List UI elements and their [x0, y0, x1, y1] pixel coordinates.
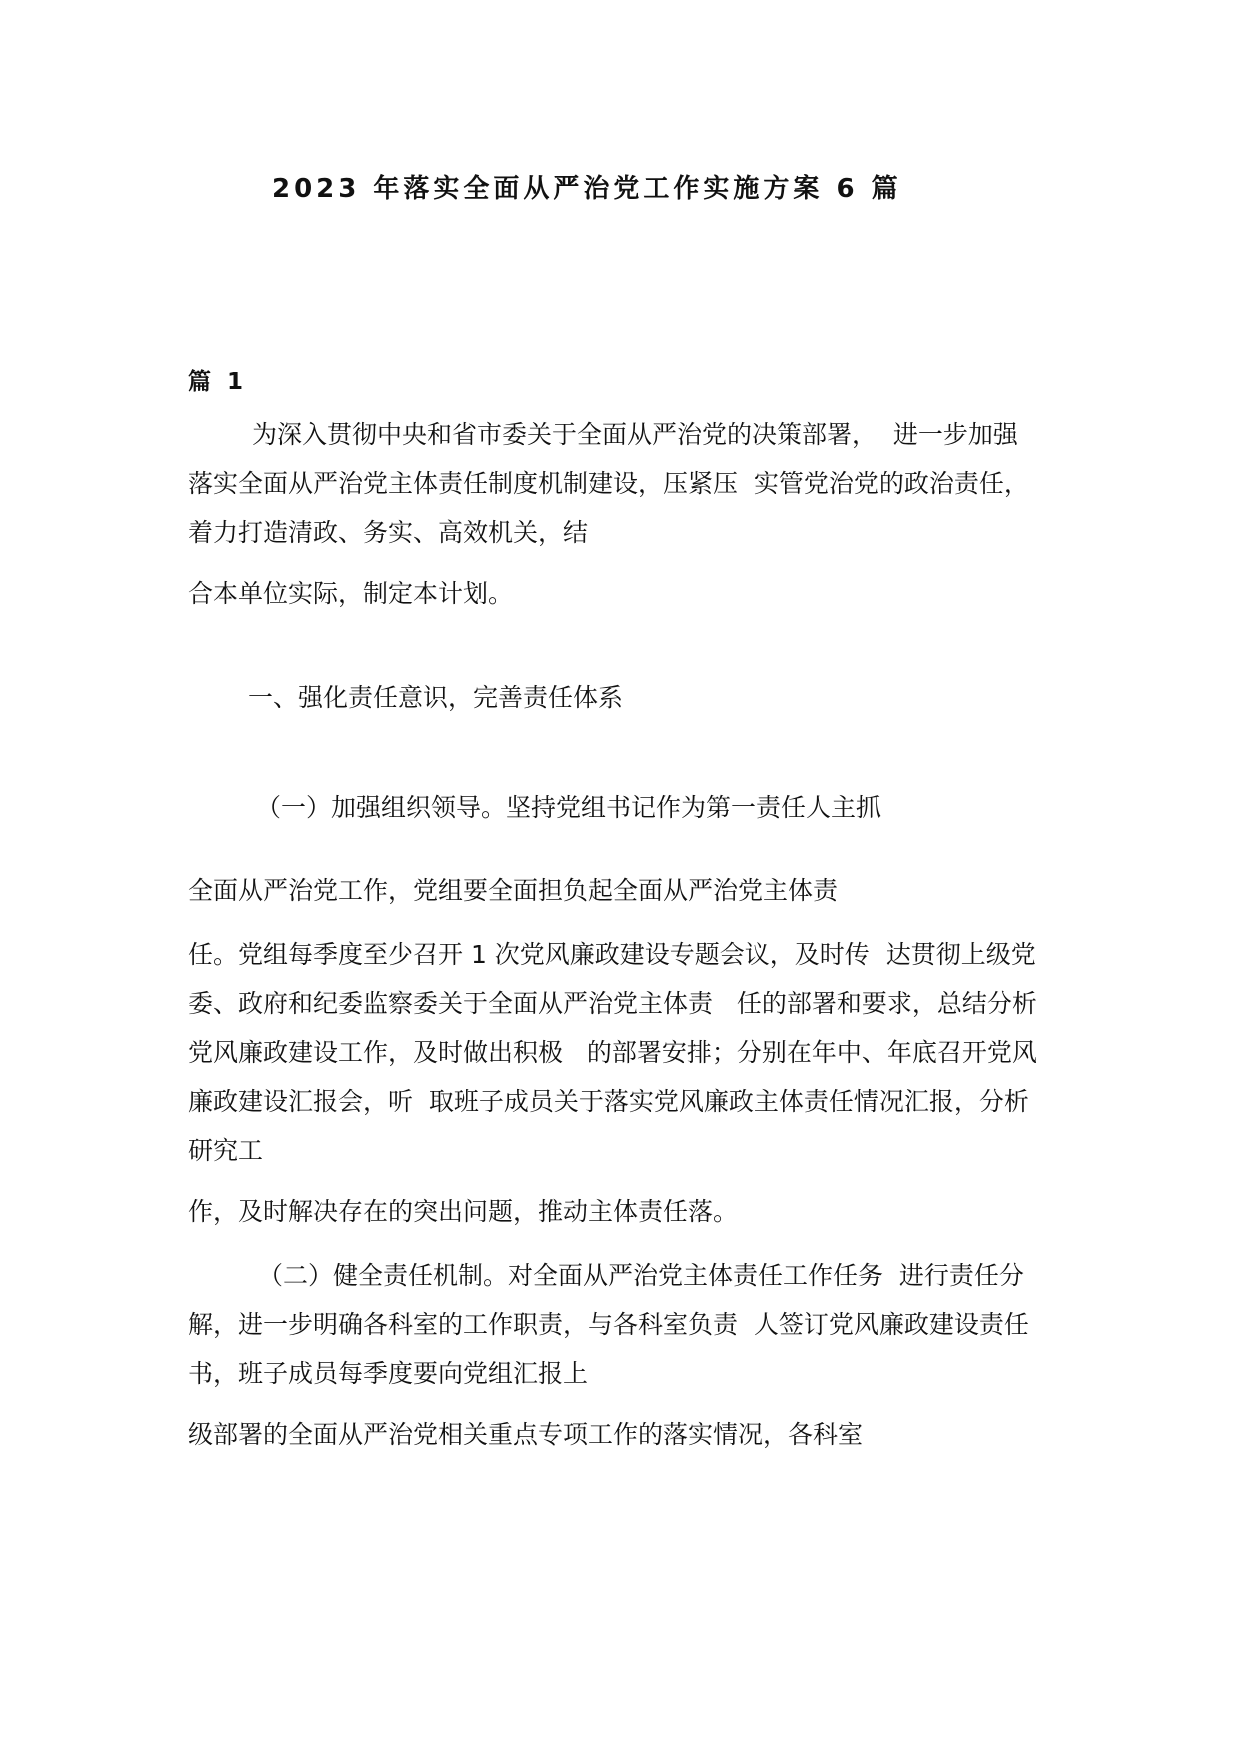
body-line: 落实全面从严治党主体责任制度机制建设，压紧压 实管党治党的政治责任，: [188, 469, 1029, 498]
body-line: （一）加强组织领导。坚持党组书记作为第一责任人主抓: [256, 793, 882, 822]
body-line: 委、政府和纪委监察委关于全面从严治党主体责 任的部署和要求，总结分析: [188, 989, 1037, 1018]
body-line: 廉政建设汇报会，听 取班子成员关于落实党风廉政主体责任情况汇报，分析: [188, 1087, 1029, 1116]
body-line: 研究工: [188, 1136, 264, 1165]
body-line: （二）健全责任机制。对全面从严治党主体责任工作任务 进行责任分: [258, 1261, 1024, 1290]
body-line: 任。党组每季度至少召开 1 次党风廉政建设专题会议，及时传 达贯彻上级党: [188, 940, 1036, 969]
body-line: 书，班子成员每季度要向党组汇报上: [188, 1359, 589, 1388]
body-line: 着力打造清政、务实、高效机关，结: [188, 518, 589, 547]
section-label: 篇 1: [188, 369, 248, 395]
body-line: 级部署的全面从严治党相关重点专项工作的落实情况，各科室: [188, 1420, 864, 1449]
section-heading: 一、强化责任意识，完善责任体系: [248, 683, 624, 712]
body-line: 合本单位实际，制定本计划。: [188, 579, 514, 608]
body-line: 为深入贯彻中央和省市委关于全面从严治党的决策部署， 进一步加强: [252, 420, 1018, 449]
body-line: 党风廉政建设工作，及时做出积极 的部署安排；分别在年中、年底召开党风: [188, 1038, 1037, 1067]
document-title: 2023 年落实全面从严治党工作实施方案 6 篇: [272, 174, 902, 204]
body-line: 全面从严治党工作，党组要全面担负起全面从严治党主体责: [188, 876, 839, 905]
body-line: 解，进一步明确各科室的工作职责，与各科室负责 人签订党风廉政建设责任: [188, 1310, 1029, 1339]
body-line: 作，及时解决存在的突出问题，推动主体责任落。: [188, 1197, 739, 1226]
